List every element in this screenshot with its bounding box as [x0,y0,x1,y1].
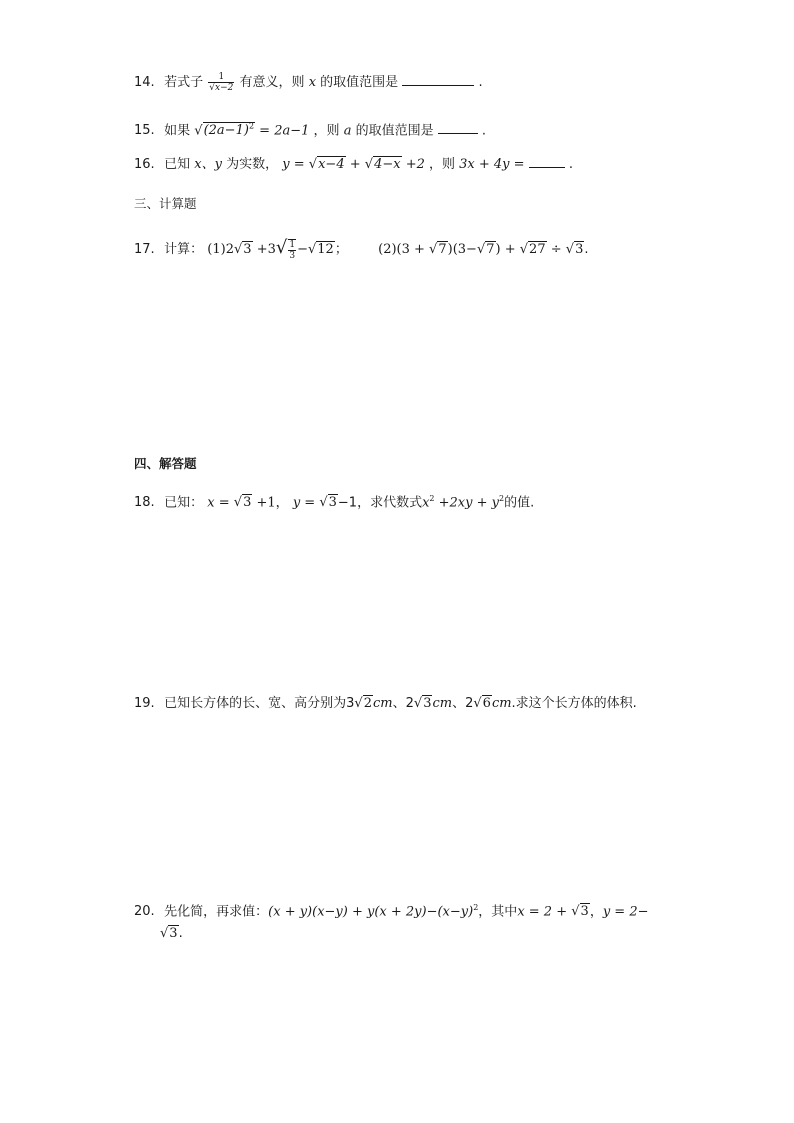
variables: x、y [194,157,222,172]
operator: ÷ [546,242,566,257]
expression: )(3− [447,242,477,257]
equation: y = [292,495,320,511]
question-17 [134,238,588,261]
question-number: 17. [134,242,155,257]
separator: 、2 [392,696,414,711]
square-root: $√(2a-1)^2$ [194,122,255,139]
question-number: 15. [134,123,155,139]
answer-blank[interactable] [529,155,565,168]
unit: cm [373,696,393,711]
square-root: √3 [413,696,432,711]
exponent: 2 [499,494,505,503]
question-18 [134,489,534,513]
question-15 [134,117,486,141]
question-16 [134,155,573,175]
equation: y = 2− [602,904,649,920]
fraction-numerator: 1 [208,72,234,83]
expression: +3 [252,242,276,257]
period: . [481,123,487,139]
question-text: 先化简，再求值： [164,904,269,920]
question-number: 20. [134,904,155,920]
equation: y = [282,157,309,172]
expression: +2xy + y [434,495,499,511]
section-heading: 三、计算题 [134,196,197,211]
question-14 [134,72,483,93]
square-root: √3 [319,495,337,511]
question-text: 有意义，则 [239,75,305,90]
answer-blank[interactable] [402,73,474,86]
question-number: 19. [134,696,155,711]
question-text: 若式子 [164,75,204,90]
square-root: √12 [307,242,334,257]
equation: = 2a−1 [259,123,310,139]
square-root: √4−x [364,157,401,172]
square-root: √3 [565,242,584,257]
variable: x [308,75,317,90]
question-text: ，则 [313,123,340,139]
square-root: √3 [233,242,252,257]
question-text: 的取值范围是 [355,123,434,139]
separator: ； [334,242,348,257]
fraction [208,72,234,93]
question-number: 14. [134,75,155,90]
question-text: 为实数， [226,157,279,172]
square-root: √2 [354,696,372,711]
separator: 、2 [452,696,474,711]
question-text: 计算： [164,242,204,257]
separator: ， [589,904,603,920]
unit: cm [432,696,453,711]
question-text: 的取值范围是 [320,75,399,90]
question-text: −1，求代数式 [337,495,423,511]
equation: x = [207,495,234,511]
expression: ) + [495,242,520,257]
expression: (x + y)(x−y) + y(x + 2y)−(x−y) [268,904,474,920]
expression: +1， [252,495,289,511]
question-number: 16. [134,157,155,172]
square-root: √3 [160,926,178,941]
exponent: 2 [473,903,479,912]
equation: x = 2 + [517,904,572,920]
question-text: 已知： [164,495,204,511]
square-root: √3 [233,495,252,511]
operator: − [297,242,308,257]
answer-blank[interactable] [438,121,478,134]
square-root: √3 [571,904,589,920]
question-text: ，则 [429,157,456,172]
operator: +2 [401,157,425,172]
question-number: 18. [134,495,155,511]
question-text: ，其中 [478,904,518,920]
question-text: 如果 [164,123,191,139]
section-heading: 四、解答题 [134,456,197,471]
expression: x [422,495,430,511]
variable: a [343,123,352,139]
square-root: √7 [476,242,495,257]
question-text: 已知长方体的长、宽、高分别为3 [164,696,355,711]
square-root: √x−4 [308,157,345,172]
period: . [568,157,573,172]
question-19 [134,694,637,714]
square-root: √6 [473,696,491,711]
period: . [584,242,589,257]
question-text: 的值. [504,495,535,511]
square-root: √7 [429,242,447,257]
expression: (2)(3 + [378,242,430,257]
question-text: 已知 [164,157,191,172]
square-root-fraction: √ $\frac{1}{3}$ [275,237,296,261]
period: . [478,75,483,90]
expression: (1)2 [207,242,234,257]
question-text: .求这个长方体的体积. [511,696,637,711]
square-root: √27 [519,242,546,257]
exponent: 2 [429,494,435,503]
operator: + [345,157,365,172]
expression: 3x + 4y = [459,157,529,172]
unit: cm [491,696,512,711]
question-20 [134,898,649,922]
fraction-denominator: √x−2 [209,83,234,93]
period: . [178,926,183,941]
question-20-continued [160,924,183,944]
